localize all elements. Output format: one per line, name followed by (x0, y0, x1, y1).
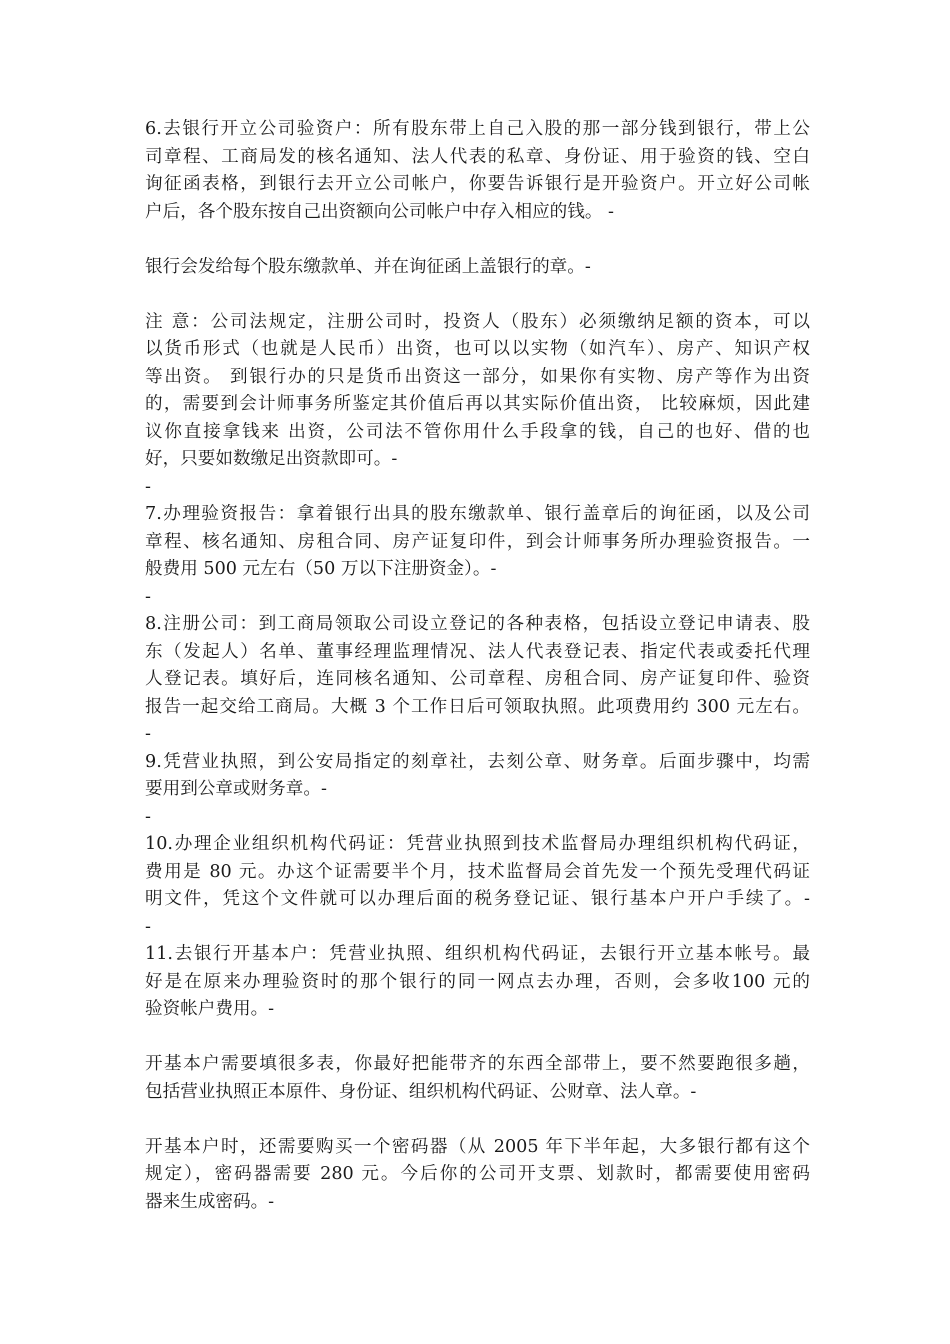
text-line: 询征函表格，到银行去开立公司帐户，你要告诉银行是开验资户。开立好公司帐 (145, 174, 810, 194)
text-line: - (145, 476, 151, 497)
text-line: 验资帐户费用。- (145, 999, 275, 1019)
text-line: 好，只要如数缴足出资款即可。- (145, 449, 398, 469)
text-line: 明文件，凭这个文件就可以办理后面的税务登记证、银行基本户开户手续了。- (145, 889, 810, 909)
text-line: - (145, 586, 151, 607)
text-line: 要用到公章或财务章。- (145, 779, 327, 799)
text-line: 户后，各个股东按自己出资额向公司帐户中存入相应的钱。 - (145, 201, 614, 222)
text-line: 银行会发给每个股东缴款单、并在询征函上盖银行的章。- (145, 256, 591, 277)
paragraph-gap (145, 1024, 810, 1052)
text-line: 7.办理验资报告：拿着银行出具的股东缴款单、银行盖章后的询征函，以及公司 (145, 504, 810, 524)
text-line: - (145, 916, 151, 937)
text-line: 10.办理企业组织机构代码证：凭营业执照到技术监督局办理组织机构代码证， (145, 834, 810, 854)
text-line: 费用是 80 元。办这个证需要半个月，技术监督局会首先发一个预先受理代码证 (145, 861, 810, 882)
text-line: 9.凭营业执照，到公安局指定的刻章社，去刻公章、财务章。后面步骤中，均需 (145, 751, 810, 772)
document-page (145, 116, 810, 1216)
text-line: 东（发起人）名单、董事经理监理情况、法人代表登记表、指定代表或委托代理 (145, 641, 810, 662)
text-line: 6.去银行开立公司验资户：所有股东带上自己入股的那一部分钱到银行，带上公 (145, 119, 810, 139)
paragraph-gap (145, 226, 810, 254)
text-line: 开基本户需要填很多表，你最好把能带齐的东西全部带上，要不然要跑很多趟， (145, 1054, 810, 1074)
text-line: 包括营业执照正本原件、身份证、组织机构代码证、公财章、法人章。- (145, 1081, 697, 1102)
text-line: 8.注册公司：到工商局领取公司设立登记的各种表格，包括设立登记申请表、股 (145, 614, 810, 634)
text-line: 注 意：公司法规定，注册公司时，投资人（股东）必须缴纳足额的资本，可以 (145, 311, 810, 332)
text-line: 般费用 500 元左右（50 万以下注册资金）。- (145, 559, 497, 579)
paragraph-gap (145, 1106, 810, 1134)
paragraph (145, 1051, 810, 1106)
text-line: 好是在原来办理验资时的那个银行的同一网点去办理，否则，会多收100 元的 (145, 971, 810, 992)
text-line: 司章程、工商局发的核名通知、法人代表的私章、身份证、用于验资的钱、空白 (145, 146, 810, 167)
text-line: 议你直接拿钱来 出资，公司法不管你用什么手段拿的钱，自己的也好、借的也 (145, 421, 810, 442)
text-line: 以货币形式（也就是人民币）出资，也可以以实物（如汽车）、房产、知识产权 (145, 339, 810, 359)
text-line: 报告一起交给工商局。大概 3 个工作日后可领取执照。此项费用约 300 元左右。 (145, 696, 810, 717)
paragraph (145, 1134, 810, 1217)
text-line: 11.去银行开基本户：凭营业执照、组织机构代码证，去银行开立基本帐号。最 (145, 944, 810, 964)
paragraph (145, 309, 810, 1024)
text-line: - (145, 724, 151, 744)
text-line: - (145, 806, 151, 827)
paragraph (145, 254, 810, 282)
paragraph (145, 116, 810, 226)
text-line: 的，需要到会计师事务所鉴定其价值后再以其实际价值出资， 比较麻烦，因此建 (145, 394, 810, 414)
paragraph-gap (145, 281, 810, 309)
text-line: 章程、核名通知、房租合同、房产证复印件，到会计师事务所办理验资报告。一 (145, 531, 810, 552)
text-line: 开基本户时，还需要购买一个密码器（从 2005 年下半年起，大多银行都有这个 (145, 1136, 810, 1157)
text-line: 等出资。 到银行办的只是货币出资这一部分，如果你有实物、房产等作为出资 (145, 366, 810, 387)
text-line: 人登记表。填好后，连同核名通知、公司章程、房租合同、房产证复印件、验资 (145, 669, 810, 689)
text-line: 规定），密码器需要 280 元。今后你的公司开支票、划款时，都需要使用密码 (145, 1164, 810, 1184)
text-line: 器来生成密码。- (145, 1191, 275, 1212)
